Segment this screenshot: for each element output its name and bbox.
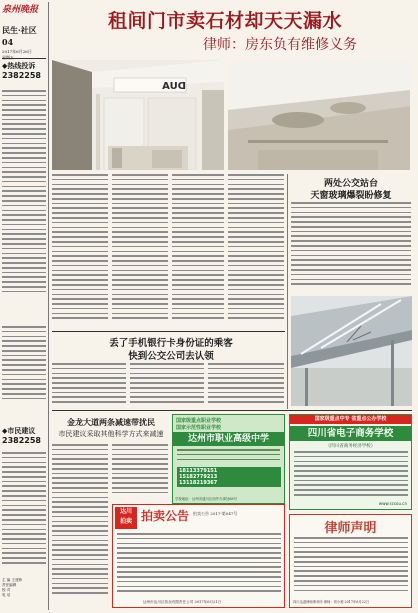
- lawyer-notice-title: 律师声明: [324, 521, 377, 536]
- hotline-number: 2382258: [2, 71, 41, 80]
- lawyer-notice-date: 四川达道律师事务所 律师：刘小莉 2017年6月22日: [293, 600, 370, 604]
- duty-credit: 责任编辑: [2, 583, 17, 587]
- citizen-headline-line2: 市民建议采取其他科学方式来减速: [58, 430, 164, 438]
- phone-credit: 电 话: [2, 593, 11, 597]
- school-phone-b: 15182779213: [179, 474, 218, 480]
- phone-headline-line2: 快到公交公司去认领: [128, 351, 214, 362]
- commerce-ad-body: [294, 451, 408, 497]
- phone-body-col1: [52, 363, 126, 407]
- school-ad-body: [177, 449, 280, 465]
- commerce-ad: [289, 414, 412, 510]
- lead-headline: 租间门市卖石材却天天漏水: [108, 10, 343, 32]
- storefront-photo-svg: [52, 60, 224, 170]
- lead-body-col2: [112, 174, 168, 329]
- bus-shelter-svg: [291, 296, 412, 406]
- lawyer-notice: [289, 514, 412, 608]
- citizen-body-col1: [52, 444, 108, 604]
- auction-badge-line2: 拍卖: [119, 518, 132, 525]
- school-ad-name: 达州市职业高级中学: [173, 432, 284, 446]
- section-title: 民生·社区: [2, 25, 37, 35]
- proof-credit: 校 对: [2, 588, 11, 592]
- school-ad: [172, 414, 285, 504]
- auction-notice-no: 拍卖公告 2017-第047号: [193, 511, 238, 516]
- citizen-title: ◆市民建议: [2, 426, 36, 435]
- citizen-block: [2, 426, 46, 445]
- citizen-number: 2382258: [2, 436, 41, 445]
- bullet-icon: ◆: [2, 426, 8, 435]
- phone-icon: ◆: [2, 61, 8, 70]
- lead-body-col4: [228, 174, 284, 329]
- lead-subhead: 律师：房东负有维修义务: [203, 37, 357, 53]
- storefront-photo: [52, 60, 224, 170]
- school-ad-tag2: 国家示范性职业学校: [176, 425, 222, 431]
- ceiling-photo-svg: [228, 60, 410, 170]
- commerce-ad-sub: （四川省商务经济学校）: [325, 444, 376, 449]
- bus-headline-line1: 两处公交站台: [323, 179, 378, 189]
- school-phone-c: 13118219367: [179, 480, 218, 486]
- auction-ad: [112, 504, 285, 608]
- phone-headline-line1: 丢了手机银行卡身份证的乘客: [109, 338, 233, 349]
- lawyer-notice-body: [294, 537, 408, 595]
- bus-shelter-photo: [291, 296, 412, 406]
- auction-body: [117, 533, 281, 597]
- school-ad-tag1: 国家级重点职业学校: [176, 418, 222, 424]
- citizen-headline-line1: 金龙大道两条减速带扰民: [67, 417, 155, 427]
- citizen-sidebar-text: [2, 452, 46, 572]
- commerce-ad-url: www.scsou.cn: [378, 501, 407, 506]
- bus-story-border: [287, 174, 288, 409]
- lead-body-col1: [52, 174, 108, 329]
- credits-block: [2, 578, 46, 598]
- hotline-body-text: [2, 90, 46, 308]
- paper-name: 泉州晚报: [2, 5, 39, 15]
- lead-body-col3: [172, 174, 224, 329]
- page-number: 04: [2, 37, 14, 47]
- phone-body-col2: [130, 363, 204, 407]
- commerce-ad-tag: 国家级重点中专 省重点公办学校: [290, 415, 411, 424]
- bus-headline-line2: 天窗玻璃爆裂盼修复: [310, 191, 392, 201]
- sidebar-brief-text: [2, 326, 46, 406]
- masthead-divider: [2, 58, 46, 59]
- left-column-divider: [48, 2, 49, 610]
- hotline-title: ◆热线投诉: [2, 61, 36, 70]
- school-ad-footer: 学校地址：达州市通川区西外办事处68号: [175, 497, 237, 501]
- phone-body-col3: [208, 363, 284, 407]
- issue-date: 2017年6月26日: [2, 49, 32, 54]
- commerce-ad-name: 四川省电子商务学校: [290, 426, 411, 441]
- editor-credit: 主 编 王建炜: [2, 578, 23, 582]
- auction-title: 拍卖公告: [141, 509, 190, 523]
- school-phone-a: 18113379151: [179, 468, 218, 474]
- auction-badge-line1: 达川: [119, 508, 132, 515]
- hotline-block: [2, 61, 46, 80]
- citizen-body-col2: [112, 444, 168, 498]
- auction-badge: [115, 507, 137, 529]
- ceiling-leak-photo: [228, 60, 410, 170]
- auction-footer: 达州市达川区拍卖有限责任公司 2017年6月21日: [143, 600, 222, 604]
- lead-story-bottom-rule: [52, 331, 285, 332]
- bus-body-text: [291, 202, 411, 294]
- middle-divider: [52, 410, 412, 411]
- masthead: [2, 2, 46, 54]
- school-ad-phones: [177, 467, 281, 487]
- svg-text:DUA: DUA: [162, 81, 186, 92]
